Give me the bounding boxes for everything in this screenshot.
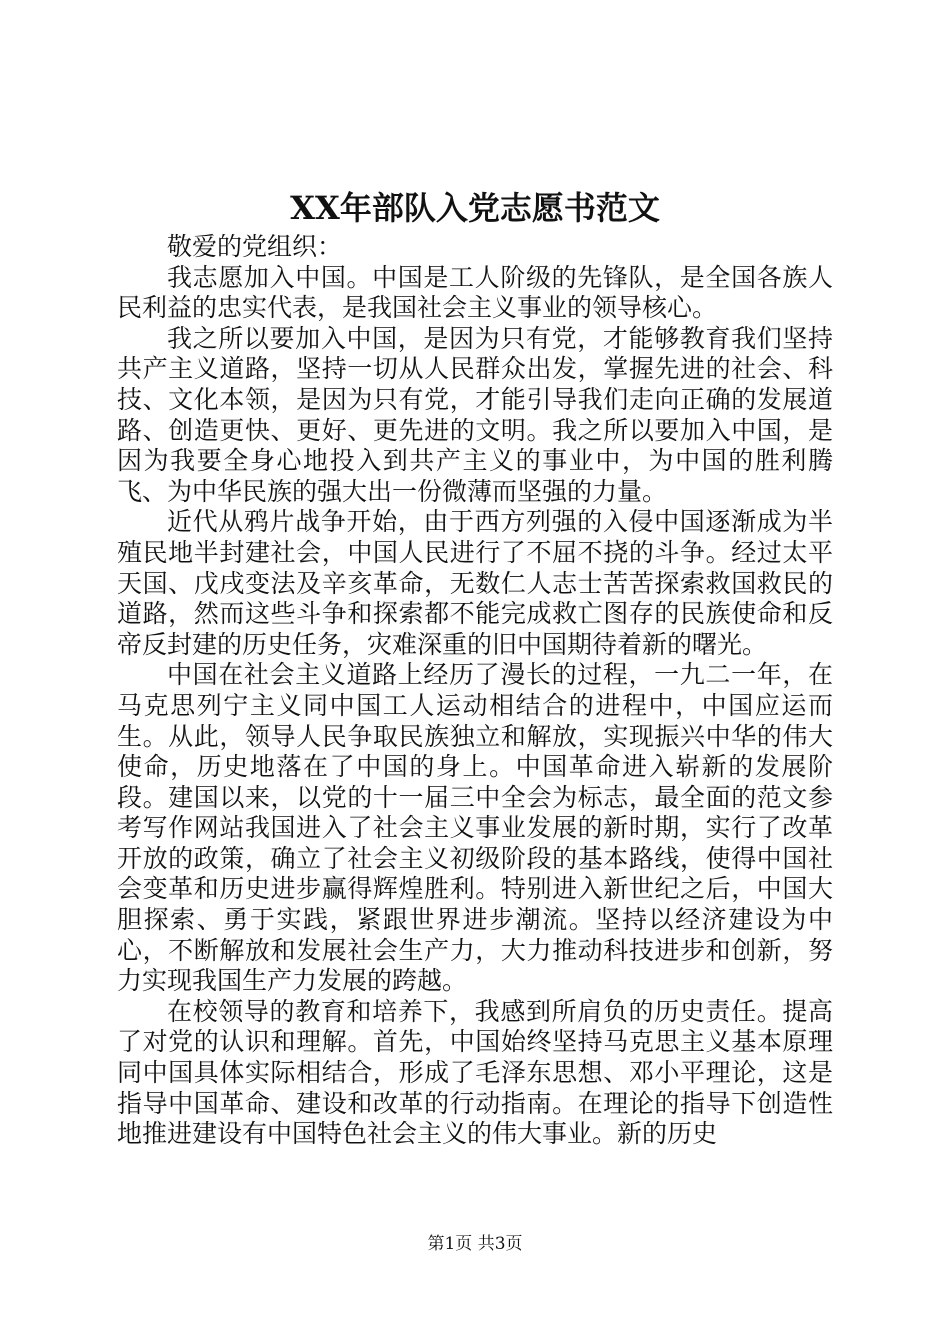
page-title: XX年部队入党志愿书范文: [290, 189, 660, 227]
paragraph: 近代从鸦片战争开始，由于西方列强的入侵中国逐渐成为半殖民地半封建社会，中国人民进行了不屈不挠的斗争。经过太平天国、戊戌变法及辛亥革命，无数仁人志士苦苦探索救国救民的道路，然而这些斗争和探索都不能完成救亡图存的民族使命和反帝反封建的历史任务，灾难深重的旧中国期待着新的曙光。: [117, 507, 833, 659]
salutation: 敬爱的党组织：: [167, 232, 343, 261]
page-indicator: 第1页 共3页: [427, 1234, 523, 1254]
page-footer: [0, 1233, 950, 1255]
paragraph: 在校领导的教育和培养下，我感到所肩负的历史责任。提高了对党的认识和理解。首先，中国始终坚持马克思主义基本原理同中国具体实际相结合，形成了毛泽东思想、邓小平理论，这是指导中国革命、建设和改革的行动指南。在理论的指导下创造性地推进建设有中国特色社会主义的伟大事业。新的历史: [117, 996, 833, 1149]
paragraph: 我志愿加入中国。中国是工人阶级的先锋队，是全国各族人民利益的忠实代表，是我国社会主义事业的领导核心。: [117, 262, 833, 323]
paragraph: 中国在社会主义道路上经历了漫长的过程，一九二一年，在马克思列宁主义同中国工人运动相结合的进程中，中国应运而生。从此，领导人民争取民族独立和解放，实现振兴中华的伟大使命，历史地落在了中国的身上。中国革命进入崭新的发展阶段。建国以来，以党的十一届三中全会为标志，最全面的范文参考写作网站我国进入了社会主义事业发展的新时期，实行了改革开放的政策，确立了社会主义初级阶段的基本路线，使得中国社会变革和历史进步赢得辉煌胜利。特别进入新世纪之后，中国大胆探索、勇于实践，紧跟世界进步潮流。坚持以经济建设为中心，不断解放和发展社会生产力，大力推动科技进步和创新，努力实现我国生产力发展的跨越。: [117, 660, 833, 996]
paragraph: 我之所以要加入中国，是因为只有党，才能够教育我们坚持共产主义道路，坚持一切从人民群众出发，掌握先进的社会、科技、文化本领，是因为只有党，才能引导我们走向正确的发展道路、创造更快、更好、更先进的文明。我之所以要加入中国，是因为我要全身心地投入到共产主义的事业中，为中国的胜利腾飞、为中华民族的强大出一份微薄而坚强的力量。: [117, 323, 833, 506]
document-body: [117, 232, 833, 1150]
